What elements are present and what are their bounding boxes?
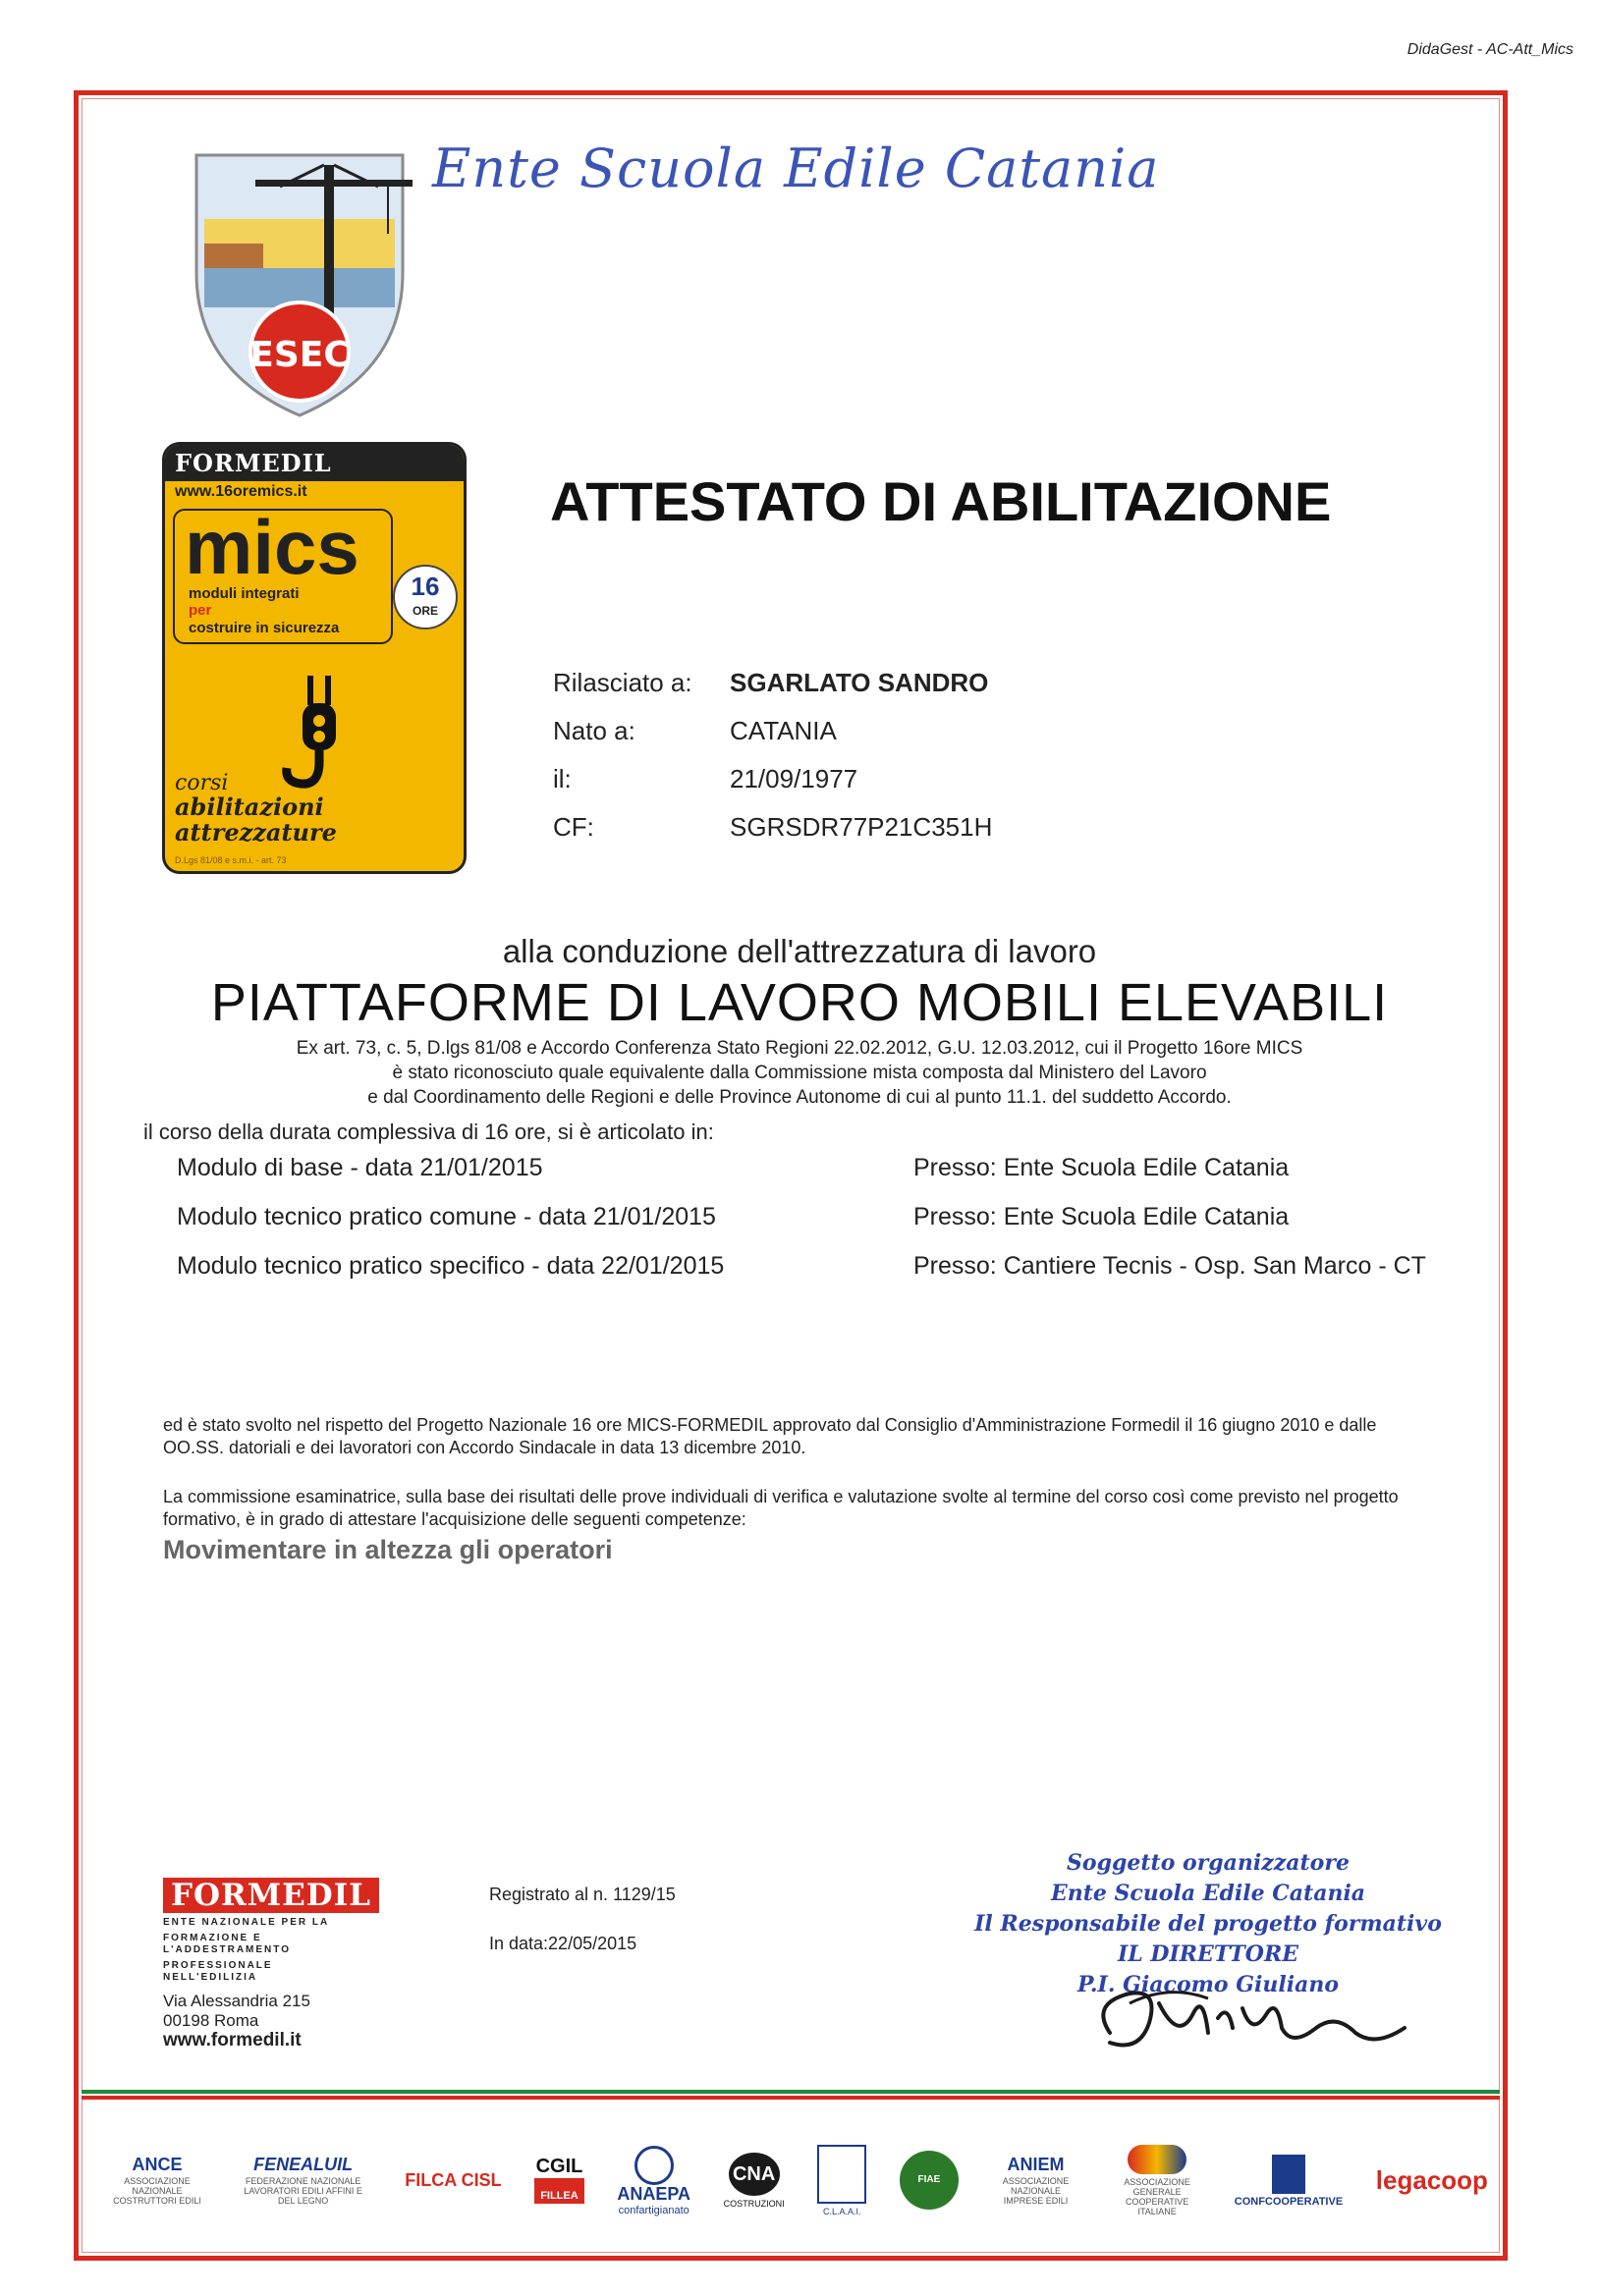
formedil-line: PROFESSIONALE NELL'EDILIZIA <box>163 1960 273 1983</box>
field-row <box>553 716 992 764</box>
logo-sub: ASSOCIAZIONE NAZIONALE COSTRUTTORI EDILI <box>113 2175 201 2206</box>
logo-confcooperative <box>1235 2155 1343 2207</box>
confcooperative-icon <box>1272 2155 1305 2194</box>
paragraph-commission: La commissione esaminatrice, sulla base dei risultati delle prove individuali di verifica e valutazione svolte al termine del corso così come previsto nel progetto formativo, è in grado di attestare l'acquisizione delle seguenti competenze: <box>163 1487 1399 1529</box>
logo-name: C.L.A.A.I. <box>822 2206 861 2216</box>
agci-icon <box>1128 2145 1186 2174</box>
anaepa-icon <box>634 2146 674 2185</box>
logo-name: FENEALUIL <box>253 2154 354 2174</box>
module-name: Modulo tecnico pratico specifico - data 22/01/2015 <box>177 1252 725 1280</box>
logo-name: ANCE <box>132 2154 183 2174</box>
signature-line: Soggetto organizzatore <box>1067 1850 1350 1876</box>
conduzione-text: alla conduzione dell'attrezzatura di lavoro <box>502 933 1097 969</box>
module-place: Presso: Cantiere Tecnis - Osp. San Marco - CT <box>913 1252 1426 1280</box>
logo-sub: FEDERAZIONE NAZIONALE LAVORATORI EDILI AFFINI E DEL LEGNO <box>244 2175 362 2206</box>
course-intro: il corso della durata complessiva di 16 ore, si è articolato in: <box>143 1120 714 1144</box>
logo-name: CNA <box>729 2153 780 2196</box>
formedil-logo <box>163 1878 379 2050</box>
module-row <box>177 1154 1473 1203</box>
logo-cna <box>724 2153 785 2209</box>
logo-name: FIAE <box>900 2151 959 2210</box>
mics-word: mics <box>185 504 359 590</box>
field-value: 21/09/1977 <box>730 764 858 793</box>
logo-name: ANIEM <box>1007 2154 1065 2174</box>
formedil-street: Via Alessandria 215 <box>163 1992 310 2010</box>
legal-references <box>0 1036 1599 1110</box>
formedil-line: ENTE NAZIONALE PER LA <box>163 1917 330 1928</box>
crane-crest-icon <box>177 126 422 420</box>
claai-icon <box>817 2145 866 2204</box>
document-code: DidaGest - AC-Att_Mics <box>1406 41 1573 58</box>
logo-aniem <box>992 2156 1080 2206</box>
registration-date: In data:22/05/2015 <box>489 1934 637 1953</box>
legal-line: è stato riconosciuto quale equivalente dalla Commissione mista composta dal Ministero del Lavoro <box>392 1063 1207 1083</box>
field-value: SGARLATO SANDRO <box>730 668 989 697</box>
field-label: Nato a: <box>553 716 635 745</box>
legal-line: Ex art. 73, c. 5, D.lgs 81/08 e Accordo Conferenza Stato Regioni 22.02.2012, G.U. 12.03.2012, cui il Progetto 16ore MICS <box>296 1038 1303 1059</box>
logo-fenealuil <box>235 2156 372 2206</box>
legal-line: e dal Coordinamento delle Regioni e delle Province Autonome di cui al punto 11.1. del suddetto Accordo. <box>367 1087 1232 1108</box>
equipment-title: PIATTAFORME DI LAVORO MOBILI ELEVABILI <box>210 973 1389 1032</box>
formedil-name: FORMEDIL <box>163 1878 379 1913</box>
logo-anaepa <box>617 2146 690 2215</box>
logo-fiae <box>900 2151 959 2210</box>
logo-sub: COSTRUZIONI <box>723 2198 785 2209</box>
module-row <box>177 1203 1473 1252</box>
tricolore-band <box>82 2090 1500 2100</box>
crest-letters: ESEC <box>249 335 350 375</box>
formedil-line: FORMAZIONE E L'ADDESTRAMENTO <box>163 1933 291 1955</box>
mics-corsi <box>175 772 464 846</box>
field-row <box>553 668 992 716</box>
mics-logo <box>162 442 467 874</box>
mics-corsi-sub: abilitazioni attrezzature <box>175 792 337 847</box>
mics-brand: FORMEDIL <box>165 445 464 481</box>
signature-line: Il Responsabile del progetto formativo <box>974 1911 1442 1937</box>
mics-subtitle-2: per <box>189 602 212 620</box>
signature-line: Ente Scuola Edile Catania <box>1050 1881 1366 1906</box>
ente-title: Ente Scuola Edile Catania <box>432 137 1160 199</box>
mics-subtitle-1: moduli integrati <box>189 585 300 602</box>
registration-number: Registrato al n. 1129/15 <box>489 1885 676 1904</box>
logo-sub: ASSOCIAZIONE GENERALE COOPERATIVE ITALIANE <box>1124 2176 1190 2216</box>
mics-corsi-label: corsi <box>175 770 229 795</box>
field-label: Rilasciato a: <box>553 668 692 697</box>
logo-ance <box>113 2156 201 2206</box>
field-row <box>553 812 992 860</box>
field-value: CATANIA <box>730 716 837 745</box>
module-name: Modulo tecnico pratico comune - data 21/01/2015 <box>177 1203 716 1230</box>
formedil-address <box>163 1992 379 2050</box>
logo-name: CONFCOOPERATIVE <box>1234 2195 1344 2208</box>
module-row <box>177 1252 1473 1301</box>
logo-name: FILCA CISL <box>405 2170 502 2190</box>
module-name: Modulo di base - data 21/01/2015 <box>177 1154 543 1181</box>
mics-fine-print: D.Lgs 81/08 e s.m.i. - art. 73 <box>175 855 287 865</box>
paragraph-project: ed è stato svolto nel rispetto del Progetto Nazionale 16 ore MICS-FORMEDIL approvato dal Consiglio d'Amministrazione Formedil il 16 giugno 2010 e dalle OO.SS. datoriali e dei lavoratori con Accordo Sindacale in data 13 dicembre 2010. <box>163 1415 1377 1457</box>
logo-name: legacoop <box>1375 2165 1488 2195</box>
mics-16-badge <box>393 565 458 629</box>
formedil-city: 00198 Roma <box>163 2011 259 2030</box>
logo-filca-cisl <box>405 2171 501 2189</box>
mics-subtitle-3: costruire in sicurezza <box>189 619 340 636</box>
signature-line: IL DIRETTORE <box>1117 1941 1298 1967</box>
logo-sub: ASSOCIAZIONE NAZIONALE IMPRESE EDILI <box>1002 2175 1070 2206</box>
field-label: il: <box>553 764 572 793</box>
signature-line: P.I. Giacomo Giuliano <box>1076 1972 1340 1997</box>
modules-list <box>177 1154 1473 1301</box>
handwritten-signature-icon <box>1071 1974 1424 2062</box>
formedil-web: www.formedil.it <box>163 2030 302 2050</box>
logo-cgil-fillea <box>534 2157 584 2204</box>
module-place: Presso: Ente Scuola Edile Catania <box>913 1203 1290 1230</box>
logo-name: ANAEPA <box>617 2183 690 2204</box>
footer-logos <box>113 2131 1488 2229</box>
field-row <box>553 764 992 812</box>
competenza-text: Movimentare in altezza gli operatori <box>163 1535 613 1564</box>
document-title: ATTESTATO DI ABILITAZIONE <box>550 470 1332 532</box>
badge-word: ORE <box>412 604 438 618</box>
field-label: CF: <box>553 812 594 842</box>
recipient-fields <box>553 668 992 860</box>
logo-sub: FILLEA <box>534 2178 584 2204</box>
logo-name: CGIL <box>535 2156 583 2177</box>
logo-agci <box>1113 2145 1201 2216</box>
module-place: Presso: Ente Scuola Edile Catania <box>913 1154 1290 1181</box>
logo-legacoop <box>1376 2167 1488 2193</box>
badge-number: 16 <box>411 572 440 601</box>
field-value: SGRSDR77P21C351H <box>730 812 993 842</box>
mics-url: www.16oremics.it <box>175 483 307 500</box>
logo-claai <box>817 2145 866 2216</box>
logo-sub: confartigianato <box>618 2204 689 2216</box>
